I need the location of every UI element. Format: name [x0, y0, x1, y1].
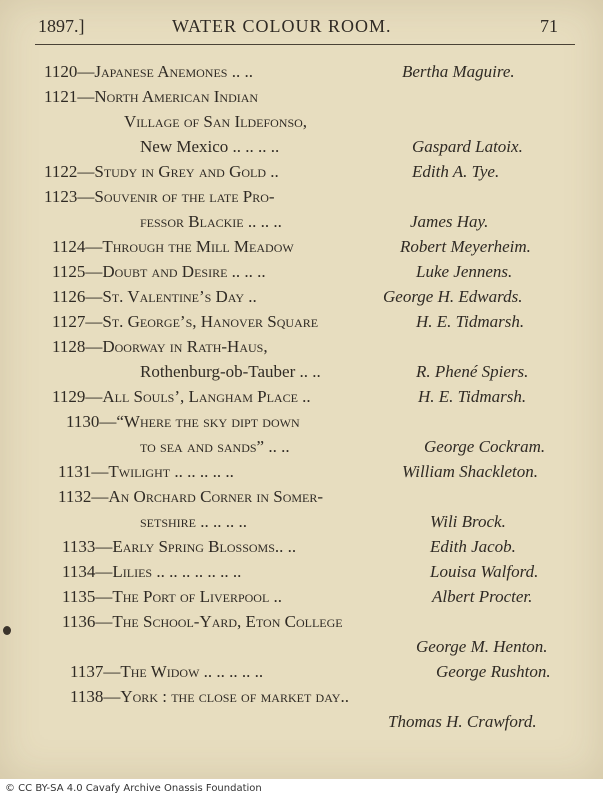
- entry-1128-title: 1128—Doorway in Rath-Haus,: [52, 337, 268, 356]
- entry-1123-title-cont: fessor Blackie .. .. ..: [140, 212, 282, 231]
- entry-1135-title: 1135—The Port of Liverpool ..: [62, 587, 283, 606]
- entry-1133-artist: Edith Jacob.: [430, 537, 516, 556]
- entry-1123-artist: James Hay.: [410, 212, 489, 231]
- ink-blot: [3, 626, 11, 635]
- entry-1121-title-cont2: New Mexico .. .. .. ..: [140, 137, 280, 156]
- entry-1120-artist: Bertha Maguire.: [402, 62, 515, 81]
- entry-1134-artist: Louisa Walford.: [430, 562, 539, 581]
- entry-1121-title-cont: Village of San Ildefonso,: [124, 112, 308, 131]
- entry-1127-artist: H. E. Tidmarsh.: [416, 312, 525, 331]
- entry-1122-title: 1122—Study in Grey and Gold ..: [44, 162, 279, 181]
- entry-1124-artist: Robert Meyerheim.: [400, 237, 531, 256]
- entry-1125-artist: Luke Jennens.: [416, 262, 513, 281]
- entry-1131-artist: William Shackleton.: [402, 462, 538, 481]
- page-header: [0, 8, 603, 38]
- entry-1136-title: 1136—The School-Yard, Eton College: [62, 612, 343, 631]
- entry-1128-artist: R. Phené Spiers.: [416, 362, 529, 381]
- entry-1138-title: 1138—York : the close of market day..: [70, 687, 349, 706]
- entry-1130-title: 1130—“Where the sky dipt down: [66, 412, 300, 431]
- entry-1137-artist: George Rushton.: [436, 662, 551, 681]
- entry-1129-artist: H. E. Tidmarsh.: [418, 387, 527, 406]
- header-page-number: 71: [540, 16, 558, 36]
- entry-1128-title-cont: Rothenburg-ob-Tauber .. ..: [140, 362, 321, 381]
- license-footer: © CC BY-SA 4.0 Cavafy Archive Onassis Foundation: [0, 779, 603, 799]
- entry-1121-title: 1121—North American Indian: [44, 87, 259, 106]
- entry-1126-artist: George H. Edwards.: [383, 287, 523, 306]
- entry-1132-artist: Wili Brock.: [430, 512, 506, 531]
- entry-1132-title-cont: setshire .. .. .. ..: [140, 512, 248, 531]
- entry-1130-title-cont: to sea and sands” .. ..: [140, 437, 290, 456]
- entry-1125-title: 1125—Doubt and Desire .. .. ..: [52, 262, 266, 281]
- entry-1130-artist: George Cockram.: [424, 437, 546, 456]
- entry-1134-title: 1134—Lilies .. .. .. .. .. .. ..: [62, 562, 242, 581]
- entry-1122-artist: Edith A. Tye.: [412, 162, 500, 181]
- entry-1127-title: 1127—St. George’s, Hanover Square: [52, 312, 319, 331]
- entry-1137-title: 1137—The Widow .. .. .. .. ..: [70, 662, 264, 681]
- header-title: WATER COLOUR ROOM.: [172, 16, 392, 36]
- entry-1132-title: 1132—An Orchard Corner in Somer-: [58, 487, 324, 506]
- entry-1133-title: 1133—Early Spring Blossoms.. ..: [62, 537, 297, 556]
- entry-1138-artist: Thomas H. Crawford.: [388, 712, 537, 731]
- entry-1136-artist: George M. Henton.: [416, 637, 548, 656]
- entry-1123-title: 1123—Souvenir of the late Pro-: [44, 187, 275, 206]
- entry-1135-artist: Albert Procter.: [432, 587, 533, 606]
- entry-1124-title: 1124—Through the Mill Meadow: [52, 237, 294, 256]
- entry-1129-title: 1129—All Souls’, Langham Place ..: [52, 387, 311, 406]
- entry-1120-title: 1120—Japanese Anemones .. ..: [44, 62, 253, 81]
- header-year: 1897.]: [38, 16, 85, 36]
- entry-1126-title: 1126—St. Valentine’s Day ..: [52, 287, 257, 306]
- entry-1131-title: 1131—Twilight .. .. .. .. ..: [58, 462, 234, 481]
- entry-1121-artist: Gaspard Latoix.: [412, 137, 523, 156]
- header-rule: [35, 44, 575, 45]
